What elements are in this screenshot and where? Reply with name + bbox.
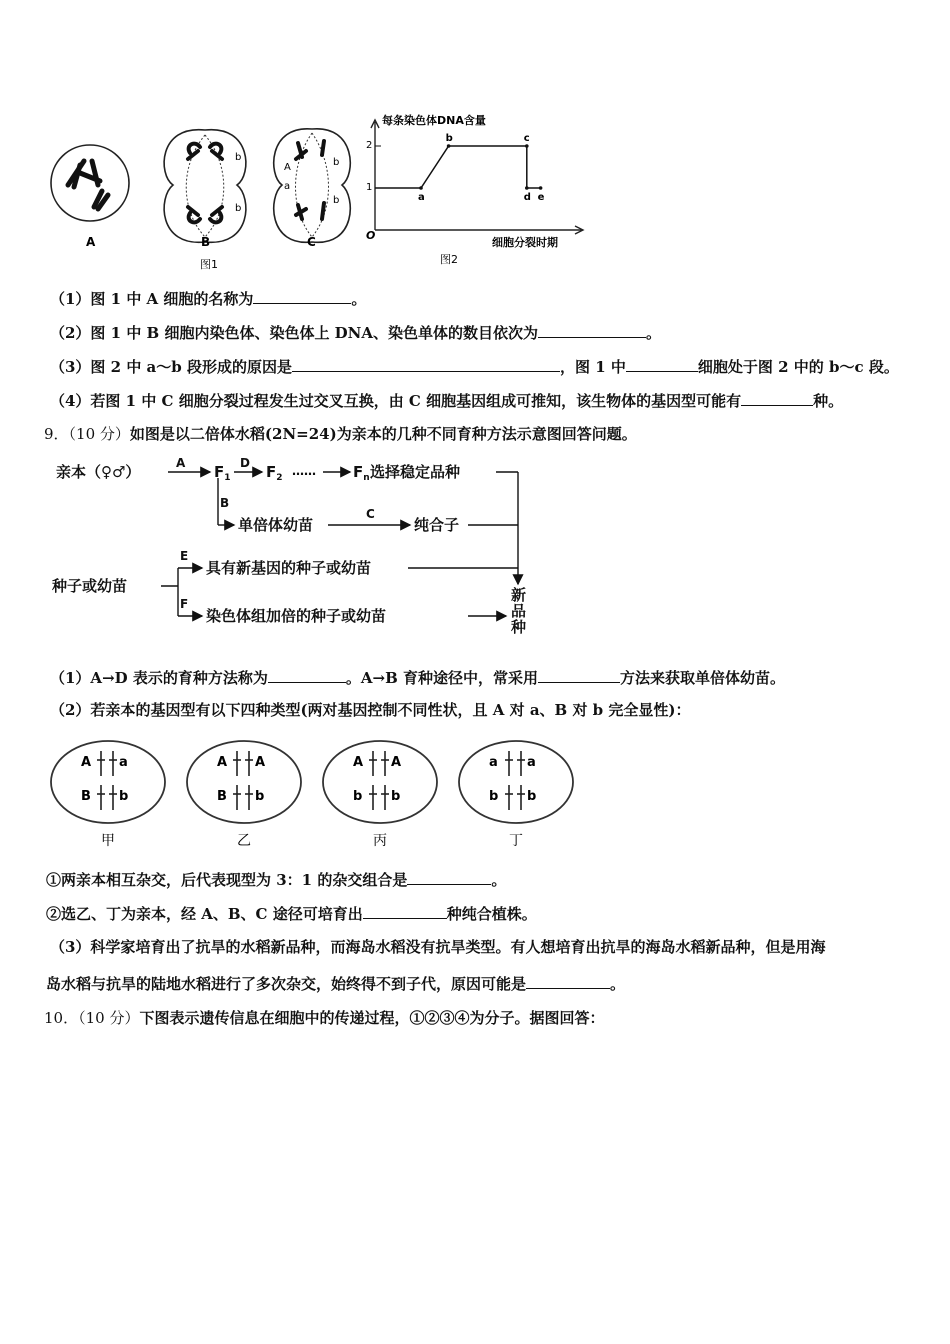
gene-label-right: A (391, 755, 402, 770)
flow-newvar-3: 种 (511, 618, 527, 636)
cell-membrane (323, 741, 437, 823)
cell-B-chromosomes (188, 144, 222, 223)
gene-label-right: a (119, 755, 128, 770)
chart-point-c (525, 144, 529, 148)
cell-C-chromosomes (296, 141, 324, 219)
genotype-cell-1 (51, 741, 165, 849)
flow-F1: $F_1$ (214, 463, 231, 483)
q9-stem: 9．（10 分）如图是以二倍体水稻(2N=24)为亲本的几种不同育种方法示意图回答问题。 (44, 425, 637, 443)
q9-sub2: ②选乙、丁为亲本，经 A、B、C 途径可培育出 种纯合植株。 (46, 902, 537, 924)
flow-newvar-2: 品 (511, 602, 527, 620)
q9-part3-line2: 岛水稻与抗旱的陆地水稻进行了多次杂交，始终得不到子代，原因可能是 。 (46, 972, 625, 994)
cell-B-gene-b2: b (235, 203, 242, 214)
q9-part1: （1）A→D 表示的育种方法称为 。A→B 育种途径中，常采用 方法来获取单倍体幼苗。 (50, 666, 785, 688)
q9-part1-blank-2[interactable] (538, 666, 620, 683)
q8-part4: （4）若图 1 中 C 细胞分裂过程发生过交叉互换，由 C 细胞基因组成可推知，该生物体的基因型可能有 种。 (50, 389, 843, 411)
gene-label-left: A (353, 755, 364, 770)
flow-parent: 亲本（♀♂） (56, 463, 141, 481)
chart-series-line (375, 146, 527, 188)
chart-axes (371, 120, 583, 234)
cell-B-gene-b1: b (235, 152, 242, 163)
flow-newgene: 具有新基因的种子或幼苗 (206, 559, 372, 577)
cell-C-gene-b1: b (333, 157, 340, 168)
q8-part1: （1）图 1 中 A 细胞的名称为 。 (50, 287, 366, 309)
genotype-cell-name: 丙 (373, 833, 387, 849)
q9-sub1: ①两亲本相互杂交，后代表现型为 3：1 的杂交组合是 。 (46, 868, 506, 890)
gene-label-left: a (489, 755, 498, 770)
q8-part3: （3）图 2 中 a～b 段形成的原因是 ，图 1 中 细胞处于图 2 中的 b～c 段。 (50, 355, 899, 377)
genotype-cell-3 (323, 741, 437, 849)
chart-ytick-2: 2 (366, 140, 373, 151)
q9-sub2-blank[interactable] (363, 902, 447, 919)
gene-label-right: a (527, 755, 536, 770)
q9-part1-blank-1[interactable] (268, 666, 346, 683)
gene-label-right: b (527, 789, 537, 804)
flow-label-D: D (240, 456, 250, 470)
figure-1-cells (40, 115, 373, 275)
q9-part3-blank[interactable] (526, 972, 610, 989)
cell-C-gene-b2: b (333, 195, 340, 206)
cell-C-gene-a: a (284, 181, 291, 192)
q8-part3-blank-2[interactable] (626, 355, 698, 372)
flow-F2: $F_2$ (266, 463, 283, 483)
chart-xlabel: 细胞分裂时期 (492, 236, 558, 249)
gene-label-left: B (81, 789, 91, 804)
chart-point-a (419, 186, 423, 190)
chart-point-b (447, 144, 451, 148)
cell-A (51, 145, 129, 221)
chart-point-d (525, 186, 529, 190)
gene-label-left: B (217, 789, 227, 804)
cell-A-chromosomes (68, 161, 108, 209)
flow-label-E: E (180, 549, 189, 563)
chart-point-label-e: e (537, 192, 545, 203)
cell-membrane (51, 741, 165, 823)
cell-B-label: B (201, 235, 211, 249)
flow-label-B: B (220, 496, 230, 510)
q8-part4-blank[interactable] (741, 389, 813, 406)
cell-B (164, 130, 246, 243)
flow-label-C: C (366, 507, 375, 521)
flow-arrows (161, 472, 518, 616)
gene-label-left: A (81, 755, 92, 770)
q8-part1-blank[interactable] (253, 287, 351, 304)
flow-pure: 纯合子 (414, 516, 460, 534)
chart-point-label-a: a (418, 192, 425, 203)
q10-stem: 10．（10 分）下图表示遗传信息在细胞中的传递过程，①②③④为分子。据图回答： (44, 1009, 605, 1027)
chart-point-label-c: c (523, 133, 530, 144)
q8-part3-blank-1[interactable] (292, 355, 560, 372)
flow-Fn: $F_n$ (353, 463, 370, 483)
breeding-flow-diagram (48, 450, 548, 645)
q8-part2-blank[interactable] (538, 321, 646, 338)
gene-label-left: b (353, 789, 363, 804)
chart-ytick-1: 1 (366, 182, 373, 193)
cell-A-label: A (86, 235, 96, 249)
figure-2-chart (360, 108, 590, 273)
gene-label-right: b (255, 789, 265, 804)
cell-C-label: C (307, 235, 316, 249)
q8-part2: （2）图 1 中 B 细胞内染色体、染色体上 DNA、染色单体的数目依次为 。 (50, 321, 661, 343)
q9-part3-line1: （3）科学家培育出了抗旱的水稻新品种，而海岛水稻没有抗旱类型。有人想培育出抗旱的海岛水稻新品种，但是用海 (50, 938, 826, 956)
gene-label-right: b (391, 789, 401, 804)
genotype-cell-2 (187, 741, 301, 849)
chart-origin: O (366, 229, 376, 242)
gene-label-right: A (255, 755, 266, 770)
gene-label-right: b (119, 789, 129, 804)
flow-dots: …… (292, 464, 316, 478)
figure-2-caption: 图2 (440, 253, 458, 266)
gene-label-left: b (489, 789, 499, 804)
chart-point-label-b: b (445, 133, 453, 144)
flow-haploid: 单倍体幼苗 (238, 516, 314, 534)
chart-point-label-d: d (523, 192, 531, 203)
genotype-cell-name: 甲 (101, 833, 115, 849)
chart-ylabel: 每条染色体DNA含量 (382, 114, 486, 127)
genotype-cell-name: 丁 (509, 833, 523, 849)
flow-label-F: F (180, 597, 189, 611)
gene-label-left: A (217, 755, 228, 770)
q9-part2: （2）若亲本的基因型有以下四种类型(两对基因控制不同性状，且 A 对 a、B 对 b 完全显性)： (50, 701, 691, 719)
figure-1-caption: 图1 (200, 258, 218, 271)
flow-newvar-1: 新 (511, 586, 527, 604)
flow-label-A: A (176, 456, 186, 470)
flow-seed: 种子或幼苗 (52, 577, 128, 595)
cell-membrane (187, 741, 301, 823)
genotype-cell-name: 乙 (237, 833, 251, 849)
cell-C-gene-A: A (284, 162, 291, 173)
flow-select: 选择稳定品种 (370, 463, 461, 481)
q9-sub1-blank[interactable] (407, 868, 491, 885)
genotype-cell-4 (459, 741, 573, 849)
cell-membrane (459, 741, 573, 823)
genotype-cells (50, 738, 590, 853)
chart-point-e (539, 186, 543, 190)
flow-polyploid: 染色体组加倍的种子或幼苗 (206, 607, 387, 625)
